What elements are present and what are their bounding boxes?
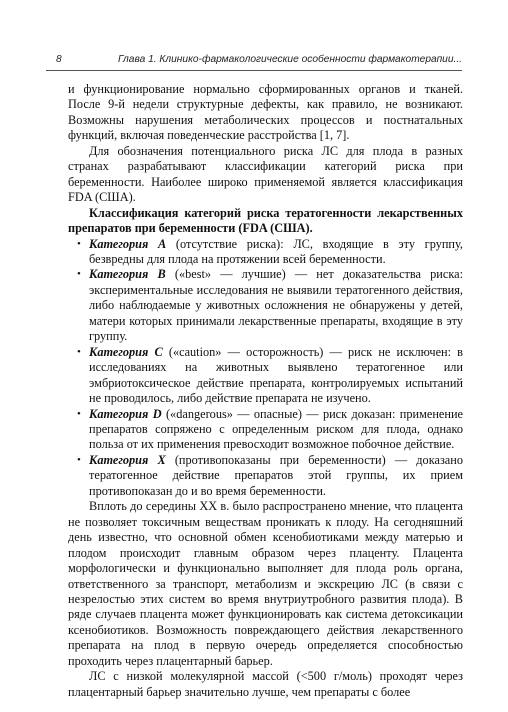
- list-item: [68, 407, 463, 453]
- body-text: [68, 82, 463, 700]
- list-item: [68, 345, 463, 407]
- bullet-icon: •: [77, 268, 81, 281]
- paragraph-3: Вплоть до середины XX в. было распространено мнение, что плацента не позволяет токсичным веществам проникать к плоду. На сегодняшний день известно, что основной обмен ксенобиотиками между матерью и плодом происходит главным образом через плаценту. Плацента морфологически и функционально выполняет для плода роль органа, ответственного за транспорт, метаболизм и экскрецию ЛС (в связи с незрелостью этих систем во время внутриутробного развития плода). В ряде случаев плацента может функционировать как система детоксикации ксенобиотиков. Возможность повреждающего действия лекарственного препарата на плод в первую очередь определяется способностью проходить через плацентарный барьер.: [68, 499, 463, 668]
- category-description: («caution» — осторожность) — риск не исключен: в исследованиях на животных выявлено тератогенное или эмбриотоксическое действие препарата, контролируемых испытаний не проводилось, либо действие препарата не изучено.: [89, 344, 463, 406]
- paragraph-2: Для обозначения потенциального риска ЛС для плода в разных странах разрабатывают классификации категорий риска при беременности. Наиболее широко применяемой является классификация FDA (США).: [68, 143, 463, 205]
- category-description: (противопоказаны при беременности) — доказано тератогенное действие препаратов этой группы, их прием противопоказан до и во время беременности.: [89, 452, 463, 498]
- category-label: Категория A: [89, 236, 167, 251]
- category-list: [68, 237, 463, 500]
- bullet-icon: •: [77, 237, 81, 250]
- category-label: Категория B: [89, 267, 166, 282]
- page-number: 8: [56, 54, 62, 65]
- list-item: [68, 237, 463, 268]
- header-rule: [46, 70, 462, 71]
- category-description: («dangerous» — опасные) — риск доказан: применение препаратов сопряжено с определенным риском для плода, однако польза от их применения превосходит возможное побочное действие.: [89, 406, 463, 452]
- section-subheading: Классификация категорий риска тератогенности лекарственных препаратов при беременности (FDA (США).: [68, 205, 463, 236]
- category-label: Категория X: [89, 452, 166, 467]
- paragraph-4: ЛС с низкой молекулярной массой (<500 г/моль) проходят через плацентарный барьер значительно лучше, чем препараты с более: [68, 669, 463, 699]
- category-description: (отсутствие риска): ЛС, входящие в эту группу, безвредны для плода на протяжении всей беременности.: [89, 236, 464, 266]
- paragraph-1: и функционирование нормально сформированных органов и тканей. После 9-й недели структурные дефекты, как правило, не возникают. Возможны нарушения метаболических процессов и постнатальных функций, включая поведенческие расстройства [1, 7].: [68, 82, 463, 143]
- bullet-icon: •: [77, 453, 81, 466]
- bullet-icon: •: [77, 407, 81, 420]
- list-item: [68, 267, 463, 344]
- chapter-title: Глава 1. Клинико-фармакологические особенности фармакотерапии...: [117, 54, 462, 65]
- bullet-icon: •: [77, 345, 81, 358]
- category-label: Категория C: [89, 344, 163, 359]
- category-description: («best» — лучшие) — нет доказательства риска: экспериментальные исследования не выявили тератогенного действия, либо наблюдаемые у животных осложнения не обнаружены у детей, матери которых принимали лекарственные препараты, входящие в эту группу.: [89, 267, 464, 344]
- category-label: Категория D: [89, 406, 162, 421]
- list-item: [68, 453, 463, 499]
- running-header: [46, 54, 462, 70]
